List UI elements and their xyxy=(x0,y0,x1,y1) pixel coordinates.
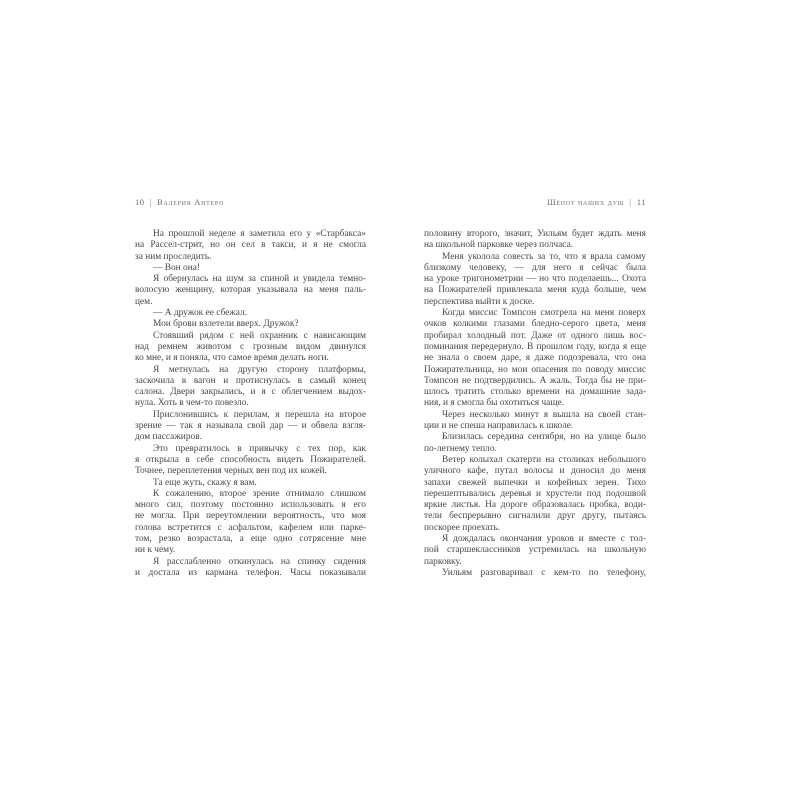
text-line: на уроке тригонометрии — но что поделаешь... Охота xyxy=(424,274,646,285)
page-body-left xyxy=(135,229,366,579)
text-line: Я метнулась на другую сторону платформы, xyxy=(153,364,366,375)
text-line: ни к чему. xyxy=(135,545,176,556)
text-line: запахи свежей выпечки и кофейных зерен. Тихо xyxy=(424,477,646,488)
text-line: Я обернулась на шум за спиной и увидела темно- xyxy=(153,274,366,285)
running-header-left xyxy=(135,196,366,208)
text-line: поминания передернуло. В прошлом году, когда я еще xyxy=(424,341,646,352)
running-header-right xyxy=(424,196,646,208)
text-line: ко мне, и я поняла, что самое время делать ноги. xyxy=(135,353,329,364)
text-line: я открыла в себе способность видеть Пожирателей. xyxy=(135,454,366,465)
text-line: Через несколько минут я вышла на своей стан- xyxy=(442,409,646,420)
text-line: и достала из кармана телефон. Часы показывали xyxy=(135,567,366,578)
text-line: цем. xyxy=(135,296,153,307)
running-title-book: Шёпот наших душ xyxy=(546,197,625,207)
text-line: зрение — так я называла свой дар — и обвела взгля- xyxy=(135,421,366,432)
page-body-right xyxy=(424,229,646,579)
text-line: Пожирательница, но мои опасения по поводу миссис xyxy=(424,364,646,375)
header-separator: | xyxy=(629,197,632,207)
text-line: волосую женщину, которая указывала на меня паль- xyxy=(135,285,366,296)
text-line: том, резко возрастала, а еще одно сотрясение мне xyxy=(135,534,366,545)
text-line: на школьной парковке через полчаса. xyxy=(424,240,574,251)
text-line: голова встретится с асфальтом, кафелем или парке- xyxy=(135,522,366,533)
text-line: салона. Двери закрылись, и я с облегчением выдох- xyxy=(135,387,366,398)
text-line: Меня уколола совесть за то, что я врала самому xyxy=(442,251,646,262)
text-line: за ним проследить. xyxy=(135,251,212,262)
book-page-left xyxy=(135,196,366,579)
text-line: пой старшеклассников устремилась на школьную xyxy=(424,545,646,556)
text-line: Стоявший рядом с ней охранник с нависающим xyxy=(153,330,366,341)
text-line: Та еще жуть, скажу я вам. xyxy=(153,477,257,488)
text-line: много сил, поэтому постоянно использовать я его xyxy=(135,500,366,511)
text-line: Это превратилось в привычку с тех пор, как xyxy=(153,443,366,454)
text-line: Близилась середина сентября, но на улице было xyxy=(442,432,646,443)
text-line: Я расслабленно откинулась на спинку сидения xyxy=(153,556,366,567)
text-line: уличного кафе, путал волосы и доносил до меня xyxy=(424,466,646,477)
text-line: заскочила в вагон и протиснулась в самый конец xyxy=(135,375,366,386)
text-line: Уильям разговаривал с кем-то по телефону, xyxy=(442,567,646,578)
text-line: ния, и я смогла бы охотиться чаще. xyxy=(424,398,565,409)
header-separator: | xyxy=(149,197,153,207)
text-line: Мои брови взлетели вверх. Дружок? xyxy=(153,319,299,330)
text-line: на Рассел-стрит, но он сел в такси, и я не смогла xyxy=(135,240,366,251)
text-line: поскорее проехать. xyxy=(424,522,500,533)
book-page-right xyxy=(424,196,646,579)
text-line: Когда миссис Томпсон смотрела на меня поверх xyxy=(442,308,646,319)
text-line: на Пожирателей привлекала меня куда больше, чем xyxy=(424,285,646,296)
running-title-author: Валерия Антеро xyxy=(157,197,225,207)
text-line: над ремнем животом с грозным видом двинулся xyxy=(135,341,366,352)
text-line: ции и не спеша направилась к школе. xyxy=(424,421,574,432)
text-line: не знала о своем даре, я даже подозревала, что она xyxy=(424,353,646,364)
text-line: очков колкими глазами бледно-серого цвета, меня xyxy=(424,319,646,330)
text-line: близкому человеку, — для него я сейчас была xyxy=(424,262,646,273)
text-line: Я дождалась окончания уроков и вместе с тол- xyxy=(442,534,646,545)
text-line: Прислонившись к перилам, я перешла на второе xyxy=(153,409,366,420)
text-line: не могла. При переутомлении вероятность, что моя xyxy=(135,511,366,522)
text-line: — А дружок ее сбежал. xyxy=(153,308,248,319)
page-number-left: 10 xyxy=(135,197,145,207)
text-line: по-летнему тепло. xyxy=(424,443,497,454)
text-line: тели беспрерывно сигналили друг другу, пытаясь xyxy=(424,511,646,522)
text-line: Томпсон не подтвердились. А жаль. Тогда бы не при- xyxy=(424,375,646,386)
text-line: яркие листья. На дороге образовалась пробка, води- xyxy=(424,500,646,511)
text-line: пробирал холодный пот. Даже от одного лишь вос- xyxy=(424,330,646,341)
text-line: Ветер колыхал скатерти на столиках небольшого xyxy=(442,454,646,465)
text-line: На прошлой неделе я заметила его у «Старбакса» xyxy=(153,229,366,239)
text-line: — Вон она! xyxy=(153,262,201,273)
text-line: дом пассажиров. xyxy=(135,432,202,443)
text-line: парковку. xyxy=(424,556,462,567)
text-line: нула. Хоть в чем-то повезло. xyxy=(135,398,249,409)
page-number-right: 11 xyxy=(636,197,646,207)
text-line: Точнее, переплетения черных вен под их кожей. xyxy=(135,466,327,477)
text-line: К сожалению, второе зрение отнимало слишком xyxy=(153,488,366,499)
text-line: половину второго, значит, Уильям будет ждать меня xyxy=(424,229,646,239)
text-line: перешептывались деревья и хрустели под подошвой xyxy=(424,488,646,499)
text-line: перспектива выйти к доске. xyxy=(424,296,535,307)
text-line: шлось тратить столько времени на домашние зада- xyxy=(424,387,646,398)
